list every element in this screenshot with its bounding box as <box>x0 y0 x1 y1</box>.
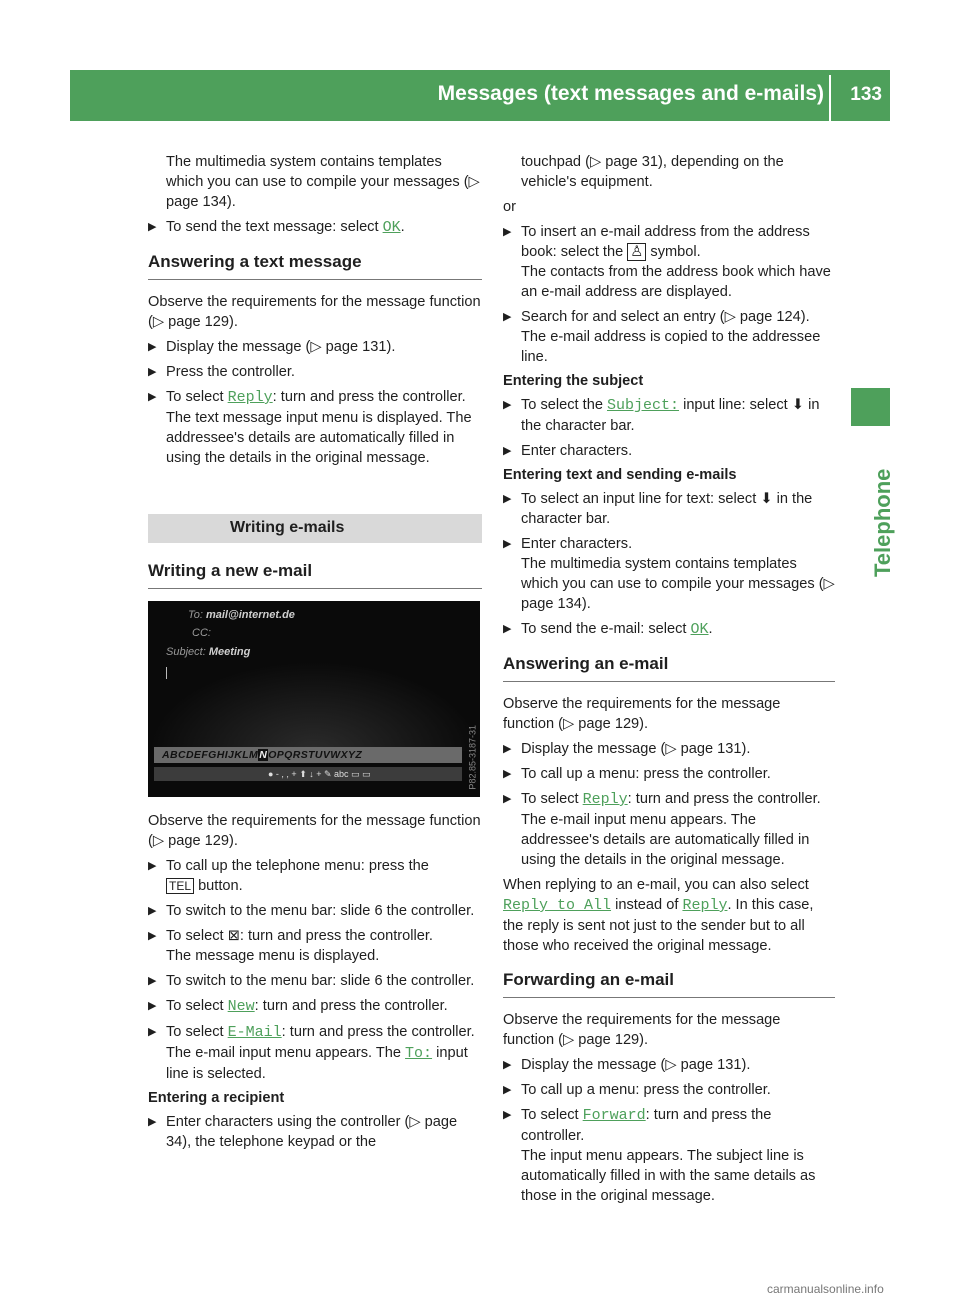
step-arrow-icon: ▶ <box>503 538 512 550</box>
step-result: The message menu is displayed. <box>166 948 380 964</box>
ui-label-subject: Subject: <box>607 397 680 414</box>
section-heading: Writing a new e-mail <box>148 561 482 589</box>
step-arrow-icon: ▶ <box>503 743 512 755</box>
step-arrow-icon: ▶ <box>148 391 157 403</box>
step-arrow-icon: ▶ <box>148 905 157 917</box>
ui-label-reply-to-all: Reply to All <box>503 897 612 914</box>
section-tab-label: Telephone <box>870 468 895 577</box>
down-arrow-icon: ⬇ <box>791 397 805 413</box>
or-text: or <box>503 199 516 215</box>
step-arrow-icon: ▶ <box>148 975 157 987</box>
step-arrow-icon: ▶ <box>503 793 512 805</box>
section-tab <box>850 437 895 577</box>
step-arrow-icon: ▶ <box>503 768 512 780</box>
step-result: The e-mail input menu appears. The addressee's details are automatically filled in using the details in the original message. <box>521 812 810 868</box>
step-arrow-icon: ▶ <box>148 930 157 942</box>
ui-label-forward: Forward <box>582 1107 646 1124</box>
paragraph: Observe the requirements for the message function (▷ page 129). <box>148 294 481 330</box>
selected-character: N <box>259 749 268 761</box>
step-result: The multimedia system contains templates which you can use to compile your messages (▷ page 134). <box>521 556 835 612</box>
tel-key-icon: TEL <box>166 878 194 894</box>
envelope-icon: ⊠ <box>227 928 240 944</box>
instruction-step: ▶ To select New: turn and press the controller. <box>148 998 448 1015</box>
step-arrow-icon: ▶ <box>148 366 157 378</box>
step-arrow-icon: ▶ <box>503 445 512 457</box>
instruction-step: ▶ To select Reply: turn and press the controller. The e-mail input menu appears. The addressee's details are automatically filled in using the details in the original message. <box>503 789 835 870</box>
ui-label-reply: Reply <box>582 791 628 808</box>
left-column <box>148 152 482 1157</box>
instruction-step: ▶ To select Forward: turn and press the controller. The input menu appears. The subject line is automatically filled in with the same details as those in the original message. <box>503 1105 835 1206</box>
instruction-step: ▶ To select Reply: turn and press the controller. The text message input menu is displayed. The addressee's details are automatically filled in using the details in the original message. <box>148 387 482 468</box>
instruction-step: ▶ To send the text message: select OK. <box>148 219 405 236</box>
paragraph: touchpad (▷ page 31), depending on the vehicle's equipment. <box>521 154 784 190</box>
instruction-step: ▶ To switch to the menu bar: slide 6 the controller. <box>148 903 475 919</box>
controller-slide-icon: 6 <box>374 973 383 989</box>
subject-line: Subject: Meeting <box>166 646 251 658</box>
image-code: P82.85-3187-31 <box>468 725 478 790</box>
step-result: The e-mail address is copied to the addressee line. <box>521 329 821 365</box>
address-book-icon: ♙ <box>627 243 646 261</box>
character-keys: ABCDEFGHIJKLMNOPQRSTUVWXYZ <box>162 749 363 761</box>
section-heading: Answering a text message <box>148 252 482 280</box>
page-title: Messages (text messages and e-mails) <box>437 82 824 105</box>
watermark: carmanualsonline.info <box>767 1282 884 1296</box>
chapter-banner: Writing e-mails <box>148 514 482 543</box>
ui-label-e-mail: E-Mail <box>227 1024 282 1041</box>
instruction-step: ▶ To send the e-mail: select OK. <box>503 621 713 638</box>
instruction-step: ▶ To call up the telephone menu: press the TEL button. <box>148 858 429 894</box>
instruction-step: ▶ Enter characters. <box>503 443 633 459</box>
paragraph: When replying to an e-mail, you can also select Reply to All instead of Reply. In this case, the reply is sent not just to the sender but to all those who received the original message. <box>503 877 814 954</box>
instruction-step: ▶ To insert an e-mail address from the address book: select the ♙ symbol. The contacts from the address book which have an e-mail address are displayed. <box>503 222 835 302</box>
section-heading: Forwarding an e-mail <box>503 970 835 998</box>
instruction-step: ▶ Press the controller. <box>148 364 295 380</box>
step-arrow-icon: ▶ <box>148 221 157 233</box>
instruction-step: ▶ To select the Subject: input line: select ⬇ in the character bar. <box>503 397 820 434</box>
instruction-step: ▶ To call up a menu: press the controller. <box>503 766 771 782</box>
right-column <box>503 152 835 1211</box>
step-arrow-icon: ▶ <box>503 1109 512 1121</box>
ui-label-ok: OK <box>690 621 709 638</box>
ui-label-ok: OK <box>382 219 401 236</box>
step-arrow-icon: ▶ <box>148 341 157 353</box>
paragraph: Observe the requirements for the message function (▷ page 129). <box>148 813 481 849</box>
toolbar-icons: ● - , , + ⬆ ↓ + ✎ abc ▭ ▭ <box>268 769 371 779</box>
instruction-step: ▶ To select an input line for text: select ⬇ in the character bar. <box>503 491 813 527</box>
step-arrow-icon: ▶ <box>503 493 512 505</box>
subheading: Entering text and sending e-mails <box>503 467 737 483</box>
ui-label-to: To: <box>405 1045 433 1062</box>
subheading: Entering a recipient <box>148 1090 285 1106</box>
step-result: The e-mail input menu appears. The To: input line is selected. <box>166 1045 468 1082</box>
page-header <box>70 70 890 121</box>
paragraph: The multimedia system contains templates which you can use to compile your messages (▷ page 134). <box>166 154 480 210</box>
instruction-step: ▶ Enter characters. The multimedia system contains templates which you can use to compile your messages (▷ page 134). <box>503 536 835 612</box>
ui-label-new: New <box>227 998 255 1015</box>
instruction-step: ▶ To switch to the menu bar: slide 6 the controller. <box>148 973 475 989</box>
paragraph: Observe the requirements for the message function (▷ page 129). <box>503 1012 781 1048</box>
step-arrow-icon: ▶ <box>148 1026 157 1038</box>
step-arrow-icon: ▶ <box>148 860 157 872</box>
ui-label-reply: Reply <box>682 897 728 914</box>
step-arrow-icon: ▶ <box>503 1059 512 1071</box>
step-arrow-icon: ▶ <box>503 226 512 238</box>
step-arrow-icon: ▶ <box>503 311 512 323</box>
step-arrow-icon: ▶ <box>148 1000 157 1012</box>
step-arrow-icon: ▶ <box>503 399 512 411</box>
instruction-step: ▶ Display the message (▷ page 131). <box>148 339 396 355</box>
step-arrow-icon: ▶ <box>148 1116 157 1128</box>
step-arrow-icon: ▶ <box>503 1084 512 1096</box>
e-mail-screen-image <box>148 601 480 797</box>
text-cursor <box>166 667 167 679</box>
step-result: The contacts from the address book which have an e-mail address are displayed. <box>521 264 831 300</box>
to-line: To: mail@internet.de <box>188 609 295 621</box>
instruction-step: ▶ To select E-Mail: turn and press the controller. The e-mail input menu appears. The To: input line is selected. <box>148 1022 482 1084</box>
instruction-step: ▶ Enter characters using the controller (▷ page 34), the telephone keypad or the <box>148 1114 458 1150</box>
page-number: 133 <box>850 84 882 105</box>
instruction-step: ▶ Display the message (▷ page 131). <box>503 1057 751 1073</box>
ui-label-reply: Reply <box>227 389 273 406</box>
instruction-step: ▶ To select ⊠: turn and press the controller. The message menu is displayed. <box>148 926 482 966</box>
cc-line: CC: <box>192 627 211 639</box>
subheading: Entering the subject <box>503 373 644 389</box>
paragraph: Observe the requirements for the message function (▷ page 129). <box>503 696 781 732</box>
instruction-step: ▶ Display the message (▷ page 131). <box>503 741 751 757</box>
down-arrow-icon: ⬇ <box>760 491 773 507</box>
section-heading: Answering an e-mail <box>503 654 835 682</box>
step-result: The input menu appears. The subject line is automatically filled in with the same details as those in the original message. <box>521 1148 816 1204</box>
step-arrow-icon: ▶ <box>503 623 512 635</box>
step-result: The text message input menu is displayed. The addressee's details are automatically filled in using the details in the original message. <box>166 410 472 466</box>
section-marker <box>851 388 890 426</box>
header-divider <box>829 75 831 121</box>
instruction-step: ▶ To call up a menu: press the controller. <box>503 1082 771 1098</box>
controller-slide-icon: 6 <box>374 903 383 919</box>
instruction-step: ▶ Search for and select an entry (▷ page 124). The e-mail address is copied to the addressee line. <box>503 307 835 367</box>
